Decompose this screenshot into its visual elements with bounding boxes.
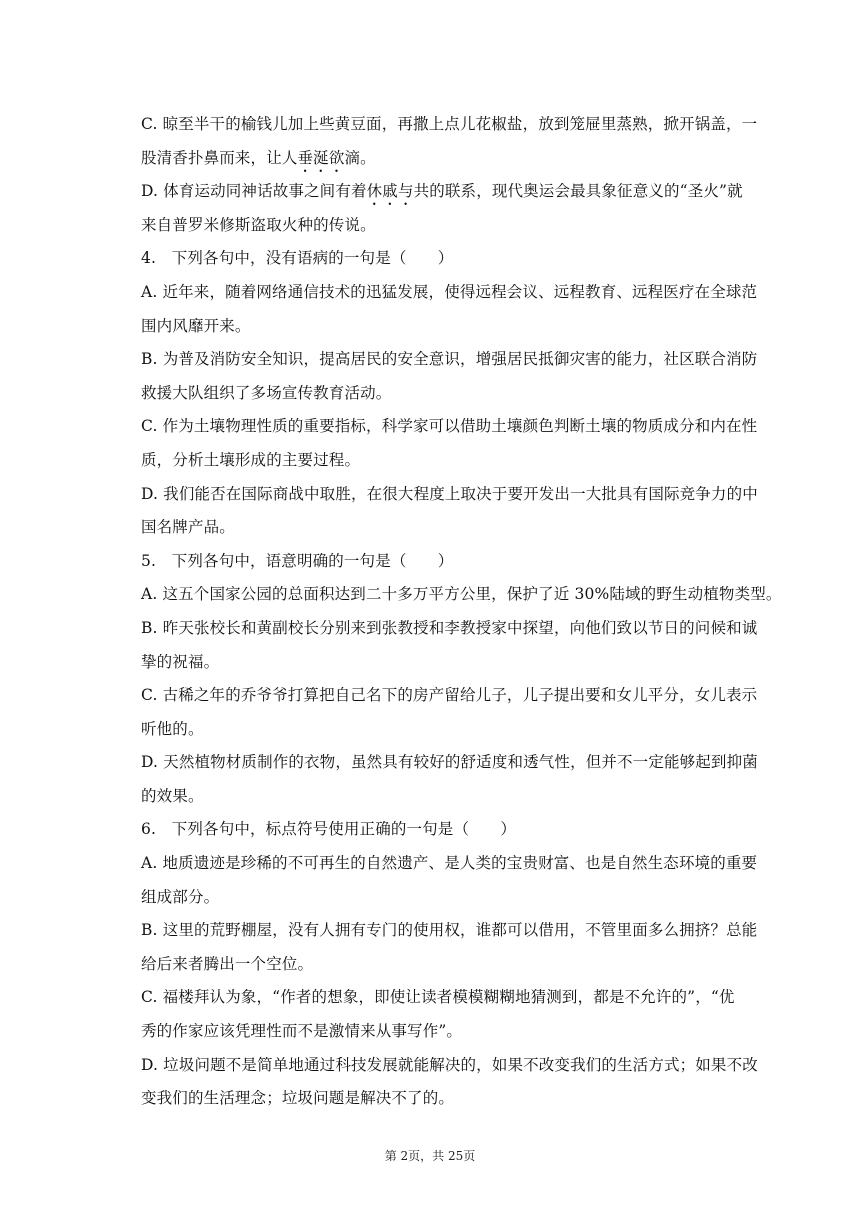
text-line: 国名牌产品。 — [141, 518, 235, 537]
text-line: A. 地质遗迹是珍稀的不可再生的自然遗产、是人类的宝贵财富、也是自然生态环境的重要 — [141, 854, 758, 873]
text-line: B. 为普及消防安全知识，提高居民的安全意识，增强居民抵御灾害的能力，社区联合消防 — [141, 350, 758, 369]
text-line — [141, 175, 753, 209]
text-line: A. 这五个国家公园的总面积达到二十多万平方公里，保护了近 30%陆域的野生动植物类型。 — [141, 585, 782, 604]
text-line: 组成部分。 — [141, 887, 220, 906]
text-line: 给后来者腾出一个空位。 — [141, 954, 314, 973]
text-line: 质，分析土壤形成的主要过程。 — [141, 450, 361, 469]
page-footer: 第 2页，共 25页 — [384, 1149, 476, 1163]
text-line: 听他的。 — [141, 719, 204, 738]
text-line: 来自普罗米修斯盗取火种的传说。 — [141, 215, 376, 234]
text-line: 围内风靡开来。 — [141, 316, 251, 335]
text-line: 挚的祝福。 — [141, 652, 220, 671]
text-line: 5. 下列各句中，语意明确的一句是（ ） — [141, 551, 454, 570]
text-line: 6. 下列各句中，标点符号使用正确的一句是（ ） — [141, 820, 517, 839]
text-line: D. 我们能否在国际商战中取胜，在很大程度上取决于要开发出一大批具有国际竞争力的中 — [141, 484, 758, 503]
text-line: A. 近年来，随着网络通信技术的迅猛发展，使得远程会议、远程教育、远程医疗在全球范 — [141, 282, 758, 301]
text-line: C. 福楼拜认为象，“作者的想象，即使让读者模模糊糊地猜测到，都是不允许的”，“优 — [141, 988, 735, 1007]
text-line: 的效果。 — [141, 786, 204, 805]
text-line: 变我们的生活理念；垃圾问题是解决不了的。 — [141, 1089, 455, 1108]
text-line: D. 天然植物材质制作的衣物，虽然具有较好的舒适度和透气性，但并不一定能够起到抑菌 — [141, 753, 758, 772]
text-line: C. 作为土壤物理性质的重要指标，科学家可以借助土壤颜色判断土壤的物质成分和内在性 — [141, 417, 758, 436]
text-line: C. 古稀之年的乔爷爷打算把自己名下的房产留给儿子，儿子提出要和女儿平分，女儿表示 — [141, 686, 758, 705]
emphasized-phrase: 垂涎欲 — [297, 148, 345, 167]
text-segment: 股清香扑鼻而来，让人 — [141, 148, 298, 167]
text-line: B. 昨天张校长和黄副校长分别来到张教授和李教授家中探望，向他们致以节日的问候和诚 — [141, 618, 758, 637]
text-segment: 滴。 — [344, 148, 376, 167]
text-line: 救援大队组织了多场宣传教育活动。 — [141, 383, 392, 402]
text-line: 秀的作家应该凭理性而不是激情来从事写作”。 — [141, 1022, 463, 1041]
text-segment: 共的联系，现代奥运会最具象征意义的“圣火”就 — [413, 182, 743, 201]
text-line — [141, 142, 753, 176]
text-line: 4. 下列各句中，没有语病的一句是（ ） — [141, 249, 454, 268]
text-line: D. 垃圾问题不是简单地通过科技发展就能解决的，如果不改变我们的生活方式；如果不改 — [141, 1055, 758, 1074]
emphasized-phrase: 休戚与 — [366, 182, 414, 201]
text-line: B. 这里的荒野棚屋，没有人拥有专门的使用权，谁都可以借用，不管里面多么拥挤？总能 — [141, 921, 758, 940]
text-segment: D. 体育运动同神话故事之间有着 — [141, 182, 367, 201]
text-line: C. 晾至半干的榆钱儿加上些黄豆面，再撒上点儿花椒盐，放到笼屉里蒸熟，掀开锅盖，一 — [141, 115, 758, 133]
page-body — [141, 108, 782, 1116]
